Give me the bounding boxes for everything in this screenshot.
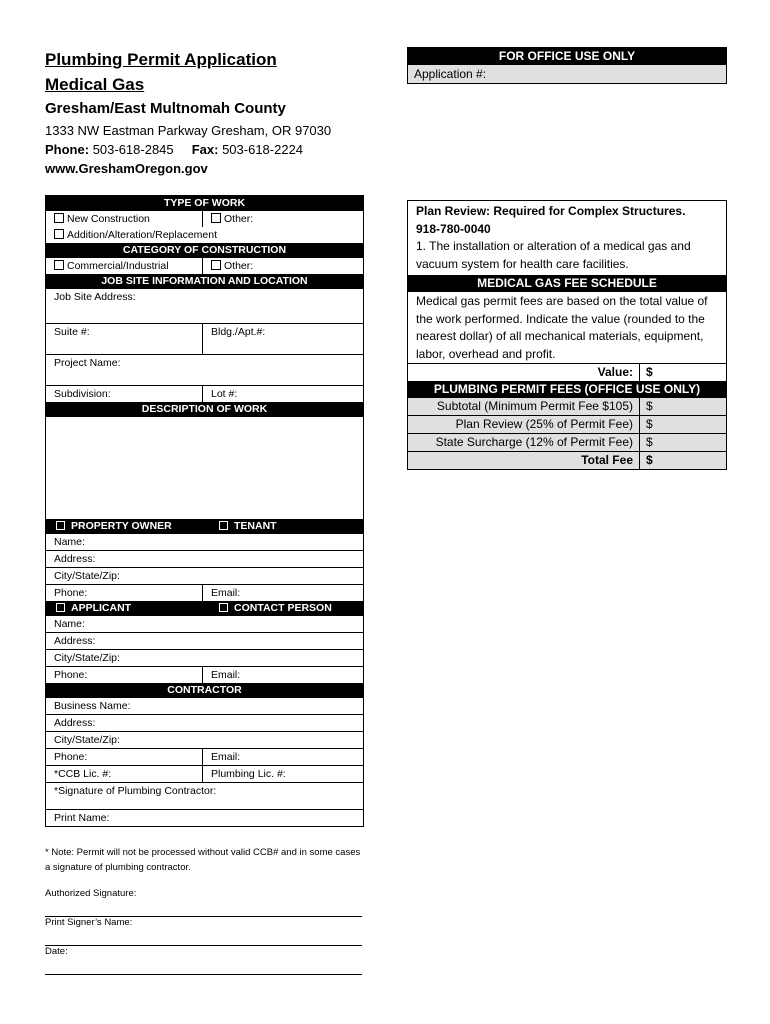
phone-fax-line: Phone: 503-618-2845 Fax: 503-618-2224: [45, 142, 304, 157]
category-header: CATEGORY OF CONSTRUCTION: [46, 243, 363, 258]
contractor-email-field[interactable]: Email:: [211, 751, 241, 763]
checkbox-tenant[interactable]: [219, 521, 228, 530]
checkbox-other-category[interactable]: [211, 260, 221, 270]
permit-form: [45, 195, 364, 827]
applicant-phone-field[interactable]: Phone:: [46, 667, 203, 683]
permit-fees-header: PLUMBING PERMIT FEES (OFFICE USE ONLY): [408, 381, 726, 398]
plan-review-item: 1. The installation or alteration of a medical gas and vacuum system for health care facilities.: [416, 239, 691, 271]
description-header: DESCRIPTION OF WORK: [46, 402, 363, 417]
project-name-field[interactable]: Project Name:: [46, 354, 363, 385]
description-field[interactable]: [46, 417, 363, 519]
applicant-email-field[interactable]: Email:: [211, 669, 241, 681]
ccb-field[interactable]: *CCB Lic. #:: [46, 766, 203, 782]
job-site-header: JOB SITE INFORMATION AND LOCATION: [46, 274, 363, 289]
applicant-header: APPLICANT CONTACT PERSON: [46, 601, 363, 616]
contractor-address-field[interactable]: Address:: [46, 714, 363, 731]
applicant-address-field[interactable]: Address:: [46, 632, 363, 649]
applicant-phone-row: [46, 666, 363, 683]
plan-review-info: Plan Review: Required for Complex Structures. 918-780-0040 1. The installation or alteration of a medical gas and vacuum system for health care facilities.: [408, 201, 726, 275]
plan-review-fee-row: Plan Review (25% of Permit Fee) $: [408, 415, 726, 433]
checkbox-property-owner[interactable]: [56, 521, 65, 530]
total-fee-row: Total Fee $: [408, 451, 726, 469]
plan-review-fee-field[interactable]: $: [646, 417, 653, 431]
owner-email-field[interactable]: Email:: [211, 587, 241, 599]
category-row: Commercial/Industrial Other:: [46, 258, 363, 274]
contractor-phone-row: [46, 748, 363, 765]
checkbox-new-construction[interactable]: [54, 213, 64, 223]
applicant-city-field[interactable]: City/State/Zip:: [46, 649, 363, 666]
contractor-city-field[interactable]: City/State/Zip:: [46, 731, 363, 748]
print-signer-line[interactable]: Print Signer’s Name:: [45, 917, 362, 946]
total-fee-field[interactable]: $: [646, 453, 653, 467]
fee-table: [407, 200, 727, 470]
application-number-field[interactable]: Application #:: [408, 64, 726, 83]
org-address: 1333 NW Eastman Parkway Gresham, OR 97030: [45, 123, 332, 138]
date-line[interactable]: Date:: [45, 946, 362, 975]
business-name-field[interactable]: Business Name:: [54, 700, 131, 712]
surcharge-row: State Surcharge (12% of Permit Fee) $: [408, 433, 726, 451]
checkbox-contact-person[interactable]: [219, 603, 228, 612]
value-row: Value: $: [408, 363, 726, 381]
website-link[interactable]: www.GreshamOregon.gov: [45, 161, 208, 176]
title-line-2: Medical Gas: [45, 75, 145, 94]
owner-phone-row: [46, 584, 363, 601]
subdivision-field[interactable]: Subdivision:: [46, 386, 203, 402]
value-field[interactable]: $: [646, 365, 653, 379]
plan-review-phone: 918-780-0040: [416, 221, 491, 236]
lot-field[interactable]: Lot #:: [211, 388, 238, 400]
job-site-address-field[interactable]: Job Site Address:: [54, 291, 136, 303]
suite-row: [46, 323, 363, 354]
owner-phone-field[interactable]: Phone:: [46, 585, 203, 601]
checkbox-other-work[interactable]: [211, 213, 221, 223]
org-contact: [45, 121, 331, 178]
print-name-field[interactable]: Print Name:: [46, 809, 363, 826]
fee-schedule-header: MEDICAL GAS FEE SCHEDULE: [408, 275, 726, 292]
type-of-work-header: TYPE OF WORK: [46, 196, 363, 211]
contractor-phone-field[interactable]: Phone:: [46, 749, 203, 765]
checkbox-applicant[interactable]: [56, 603, 65, 612]
fee-schedule-text: Medical gas permit fees are based on the total value of the work performed. Indicate the value (rounded to the nearest dollar) of all mechanical materials, equipment, labor, overhead and profit.: [416, 294, 708, 361]
contractor-signature-field[interactable]: *Signature of Plumbing Contractor:: [46, 782, 363, 809]
office-use-box: [407, 47, 727, 84]
authorized-signature-line[interactable]: Authorized Signature:: [45, 888, 362, 917]
office-use-header: FOR OFFICE USE ONLY: [408, 48, 726, 64]
fax-number: 503-618-2224: [222, 142, 304, 157]
checkbox-commercial[interactable]: [54, 260, 64, 270]
page-title: [45, 47, 277, 97]
license-row: [46, 765, 363, 782]
ccb-note: * Note: Permit will not be processed without valid CCB# and in some cases a signature of plumbing contractor.: [45, 847, 361, 873]
owner-city-field[interactable]: City/State/Zip:: [46, 567, 363, 584]
owner-address-field[interactable]: Address:: [46, 550, 363, 567]
org-name: Gresham/East Multnomah County: [45, 100, 286, 117]
owner-name-field[interactable]: Name:: [54, 536, 85, 548]
surcharge-field[interactable]: $: [646, 435, 653, 449]
type-of-work-row: New Construction Other:: [46, 211, 363, 227]
subtotal-field[interactable]: $: [646, 399, 653, 413]
addition-row: Addition/Alteration/Replacement: [46, 227, 363, 243]
phone-number: 503-618-2845: [92, 142, 174, 157]
plumbing-license-field[interactable]: Plumbing Lic. #:: [211, 768, 286, 780]
contractor-header: CONTRACTOR: [46, 683, 363, 698]
subdivision-row: [46, 385, 363, 402]
subtotal-row: Subtotal (Minimum Permit Fee $105) $: [408, 398, 726, 415]
title-line-1: Plumbing Permit Application: [45, 50, 277, 69]
bldg-field[interactable]: Bldg./Apt.#:: [211, 326, 266, 338]
checkbox-addition[interactable]: [54, 229, 64, 239]
suite-field[interactable]: Suite #:: [46, 324, 203, 354]
applicant-name-field[interactable]: Name:: [54, 618, 85, 630]
owner-tenant-header: PROPERTY OWNER TENANT: [46, 519, 363, 534]
